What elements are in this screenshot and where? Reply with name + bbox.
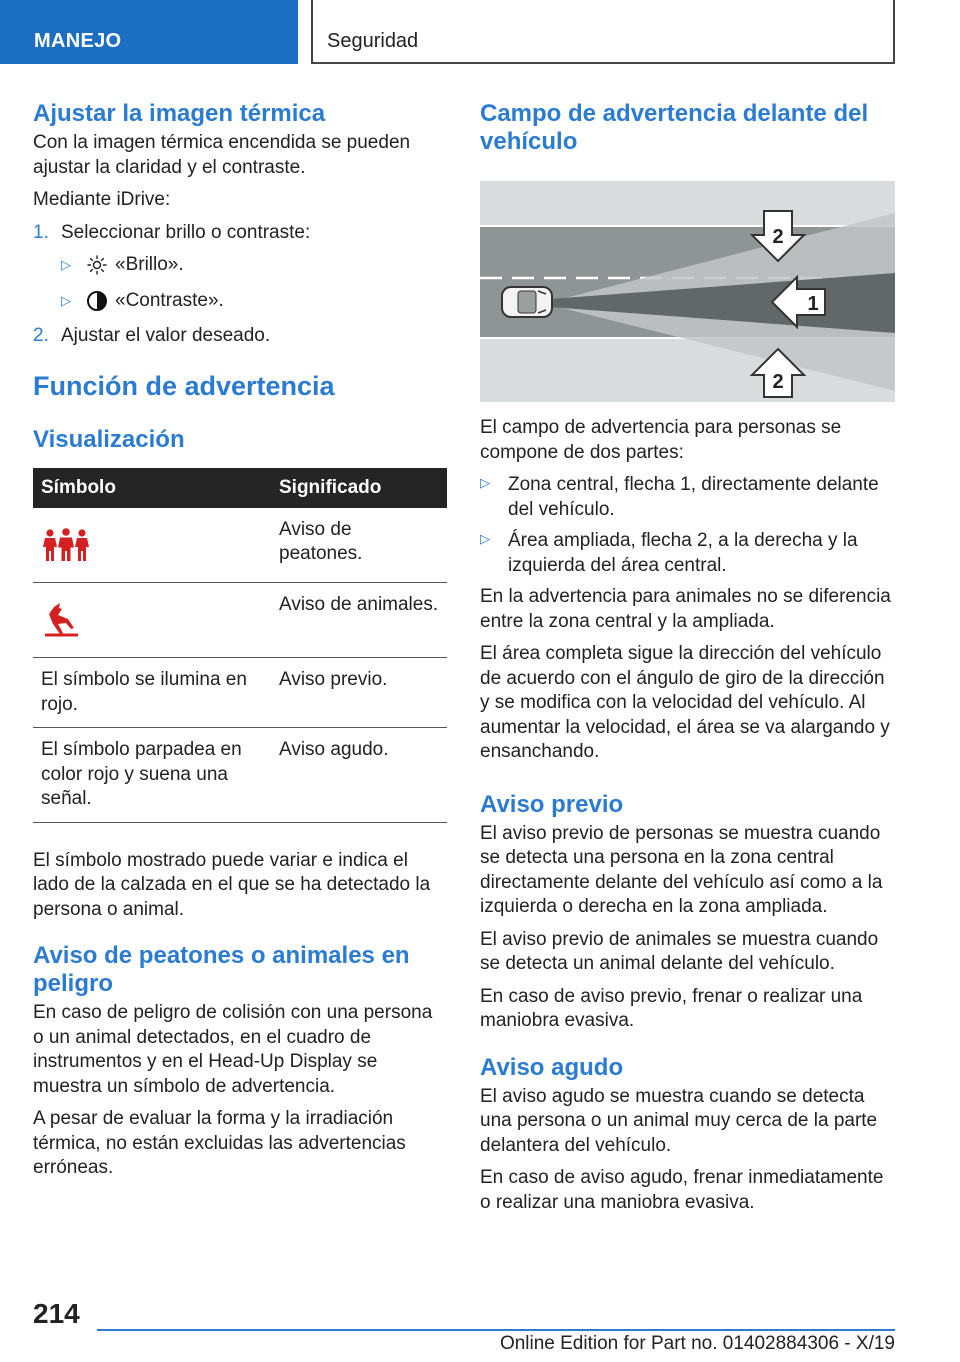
heading-ajustar: Ajustar la imagen térmica [33, 100, 326, 127]
right-column [480, 100, 895, 1223]
paragraph: En caso de peligro de colisión con una persona o un animal detectados, en el cuadro de instrumentos y en el Head-Up Display se muestra un símbolo de advertencia. [33, 1002, 433, 1097]
symbol-cell [33, 508, 271, 583]
list-text: Ajustar el valor deseado. [61, 325, 271, 346]
table-row [33, 658, 447, 728]
paragraph: El área completa sigue la dirección del vehículo de acuerdo con el ángulo de giro de la dirección y se modifica con la velocidad del vehículo. Al aumentar la velocidad, el área se va alargando y ensanchando. [480, 643, 890, 762]
list-item [33, 221, 447, 246]
list-text: Seleccionar brillo o contraste: [61, 221, 311, 243]
heading-campo: Campo de advertencia delante del vehículo [480, 100, 869, 155]
meaning-cell: Aviso agudo. [271, 728, 447, 823]
symbol-cell: El símbolo se ilumina en rojo. [33, 658, 271, 728]
sub-item-contraste [61, 289, 447, 314]
diagram-label: 2 [772, 226, 784, 248]
paragraph: El campo de advertencia para personas se compone de dos partes: [480, 417, 842, 463]
table-row [33, 583, 447, 658]
animal-warning-icon [41, 621, 81, 642]
section-tab: MANEJO [0, 0, 298, 64]
footer-divider [97, 1329, 895, 1331]
brightness-icon [83, 255, 111, 275]
column-header: Símbolo [33, 468, 271, 508]
diagram-label: 2 [772, 371, 784, 393]
paragraph: El aviso previo de animales se muestra cuando se detecta un animal delante del vehículo. [480, 928, 879, 974]
left-column [33, 100, 447, 1189]
paragraph: Mediante iDrive: [33, 189, 171, 210]
warning-field-diagram [480, 181, 895, 402]
pedestrian-warning-icon [41, 546, 91, 567]
diagram-label: 1 [807, 293, 819, 315]
heading-funcion: Función de advertencia [33, 370, 335, 401]
heading-previo: Aviso previo [480, 790, 624, 818]
chapter-title: Seguridad [311, 0, 895, 64]
list-item [480, 473, 895, 522]
symbol-cell [33, 583, 271, 658]
symbol-cell: El símbolo parpadea en color rojo y suena una señal. [33, 728, 271, 823]
footer-edition: Online Edition for Part no. 01402884306 - X/19 [499, 1333, 895, 1354]
sub-item-text: «Brillo». [115, 254, 184, 275]
heading-visualizacion: Visualización [33, 425, 185, 453]
paragraph: En caso de aviso previo, frenar o realizar una maniobra evasiva. [480, 985, 863, 1031]
paragraph: El aviso agudo se muestra cuando se detecta una persona o un animal muy cerca de la parte delantera del vehículo. [480, 1085, 878, 1156]
meaning-cell: Aviso previo. [271, 658, 447, 728]
list-text: Zona central, flecha 1, directamente delante del vehículo. [508, 474, 879, 520]
paragraph: En la advertencia para animales no se diferencia entre la zona central y la ampliada. [480, 586, 891, 632]
table-row [33, 508, 447, 583]
bullet-list [480, 473, 895, 578]
paragraph: El símbolo mostrado puede variar e indica el lado de la calzada en el que se ha detectado la persona o animal. [33, 849, 431, 920]
list-item [480, 529, 895, 578]
paragraph: A pesar de evaluar la forma y la irradiación térmica, no están excluidas las advertencias erróneas. [33, 1108, 406, 1178]
paragraph: Con la imagen térmica encendida se pueden ajustar la claridad y el contraste. [33, 132, 411, 178]
page-number: 214 [33, 1298, 80, 1329]
heading-agudo: Aviso agudo [480, 1053, 624, 1081]
car-icon [502, 287, 552, 317]
list-text: Área ampliada, flecha 2, a la derecha y la izquierda del área central. [508, 530, 858, 576]
list-number: 1. [33, 221, 49, 243]
sub-item-text: «Contraste». [115, 289, 224, 311]
column-header: Significado [271, 468, 447, 508]
triangle-bullet-icon: ▷ [61, 292, 71, 308]
meaning-cell: Aviso de animales. [271, 583, 447, 658]
heading-peligro: Aviso de peatones o animales en peligro [33, 942, 410, 997]
triangle-bullet-icon: ▷ [480, 531, 490, 546]
triangle-bullet-icon: ▷ [480, 475, 490, 490]
meaning-cell: Aviso de peatones. [271, 508, 447, 583]
paragraph: El aviso previo de personas se muestra cuando se detecta una persona en la zona central directamente delante del vehículo así como a la izquierda o derecha en la zona ampliada. [480, 822, 883, 917]
table-header-row [33, 468, 447, 508]
table-row [33, 728, 447, 823]
numbered-list [33, 221, 447, 349]
list-item [33, 324, 447, 349]
sub-item-brillo [61, 253, 447, 278]
paragraph: En caso de aviso agudo, frenar inmediatamente o realizar una maniobra evasiva. [480, 1167, 884, 1213]
symbol-table [33, 468, 447, 823]
triangle-bullet-icon: ▷ [61, 257, 71, 272]
list-number: 2. [33, 325, 49, 346]
contrast-icon [83, 290, 111, 312]
